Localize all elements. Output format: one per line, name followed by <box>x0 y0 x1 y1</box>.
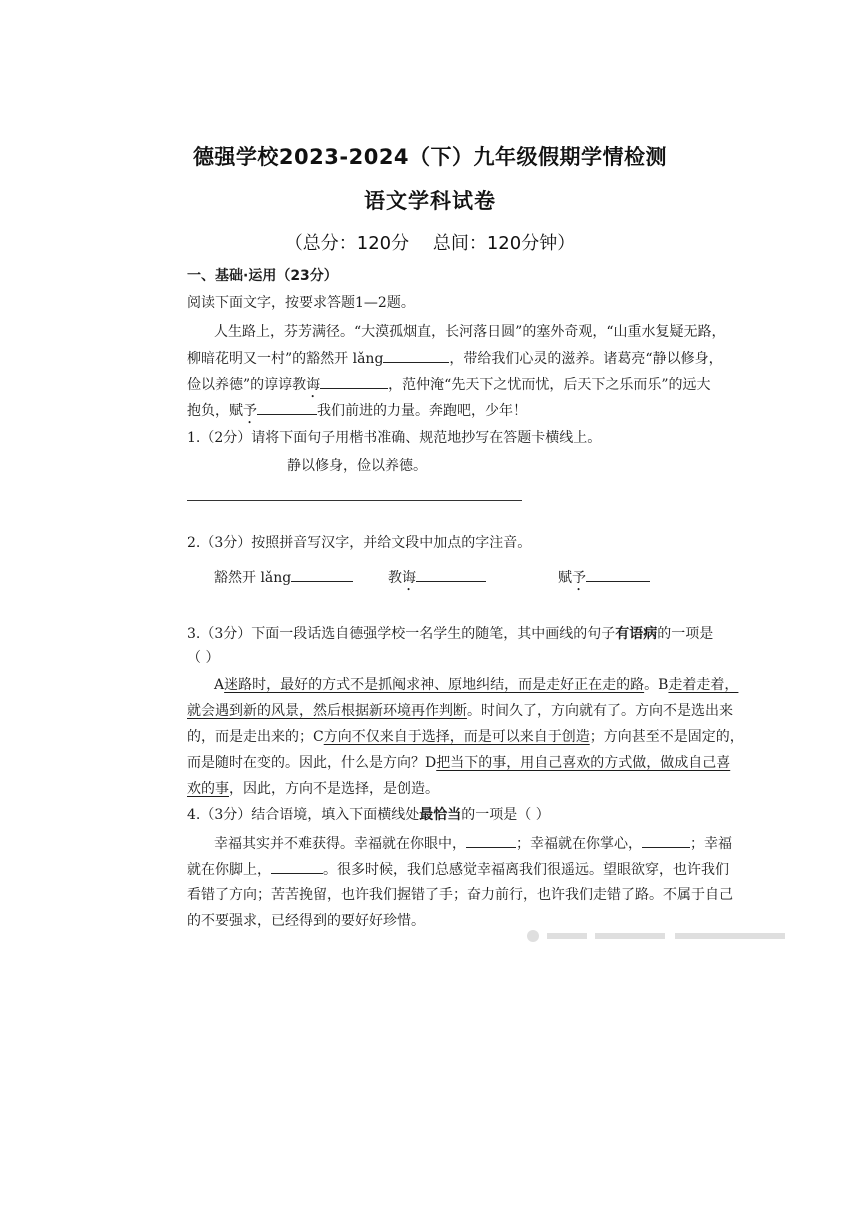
exam-title: 德强学校2023-2024（下）九年级假期学情检测 <box>192 145 668 169</box>
q4-line-3: 看错了方向；苦苦挽留，也许我们握错了手；奋力前行，也许我们走错了路。不属于自己 <box>187 887 733 903</box>
passage-line-3: 俭以养德”的谆谆教诲 ，范仲淹“先天下之忧而忧，后天下之乐而乐”的远大 <box>187 374 711 401</box>
q3-line-1: A迷路时，最好的方式不是抓阄求神、原地纠结，而是走好正在走的路。B走着走着， <box>214 677 739 693</box>
q2-item-2: 教诲 <box>388 567 486 594</box>
q3-line-2: 就会遇到新的风景，然后根据新环境再作判断。时间久了，方向就有了。方向不是选出来 <box>187 703 733 719</box>
answer-blank <box>291 567 353 582</box>
q2-item-1: 豁然开 lǎng <box>214 567 353 588</box>
q4-line-4: 的不要强求，已经得到的要好好珍惜。 <box>187 913 425 929</box>
q3-prompt: 3.（3分）下面一段话选自德强学校一名学生的随笔，其中画线的句子有语病的一项是 <box>187 626 714 642</box>
q2-item-3: 赋予 <box>558 567 650 594</box>
answer-blank <box>320 374 388 389</box>
section-heading: 一、基础·运用（23分） <box>187 268 338 284</box>
answer-blank <box>383 348 449 363</box>
q1-prompt: 1.（2分）请将下面句子用楷书准确、规范地抄写在答题卡横线上。 <box>187 430 602 446</box>
q3-line-4: 而是随时在变的。因此，什么是方向？D把当下的事，用自己喜欢的方式做，做成自己喜 <box>187 755 731 771</box>
dotted-char: 予 <box>243 403 257 419</box>
dotted-char: 诲 <box>402 570 416 586</box>
answer-blank <box>271 859 323 874</box>
dotted-char: 诲 <box>306 377 321 393</box>
q3-answer-paren: （ ） <box>187 650 220 666</box>
faint-watermark <box>525 928 790 942</box>
passage-line-1: 人生路上，芬芳满径。“大漠孤烟直，长河落日圆”的塞外奇观，“山重水复疑无路， <box>214 324 726 340</box>
q3-line-3: 的，而是走出来的；C方向不仅来自于选择，而是可以来自于创造；方向甚至不是固定的， <box>187 729 744 745</box>
answer-blank <box>416 567 486 582</box>
passage-line-4: 抱负，赋予 我们前进的力量。奔跑吧，少年！ <box>187 400 527 427</box>
score-time: （总分：120分 总间：120分钟） <box>284 233 576 254</box>
exam-subject: 语文学科试卷 <box>364 189 496 213</box>
answer-blank <box>257 400 317 415</box>
q4-line-1: 幸福其实并不难获得。幸福就在你眼中， ；幸福就在你掌心， ；幸福 <box>214 833 732 854</box>
answer-blank <box>466 833 516 848</box>
dotted-char: 予 <box>572 570 586 586</box>
answer-blank <box>586 567 650 582</box>
q1-sentence: 静以修身，俭以养德。 <box>287 458 427 474</box>
section-instruction: 阅读下面文字，按要求答题1—2题。 <box>187 295 415 311</box>
answer-blank <box>642 833 690 848</box>
q4-line-2: 就在你脚上， 。很多时候，我们总感觉幸福离我们很遥远。望眼欲穿，也许我们 <box>187 859 729 880</box>
q1-answer-line <box>187 500 522 501</box>
q2-prompt: 2.（3分）按照拼音写汉字，并给文段中加点的字注音。 <box>187 535 532 551</box>
q3-line-5: 欢的事，因此，方向不是选择，是创造。 <box>187 781 439 797</box>
q4-prompt: 4.（3分）结合语境，填入下面横线处最恰当的一项是（ ） <box>187 807 550 823</box>
passage-line-2: 柳暗花明又一村”的豁然开 lǎng ，带给我们心灵的滋养。诸葛亮“静以修身， <box>187 348 723 369</box>
